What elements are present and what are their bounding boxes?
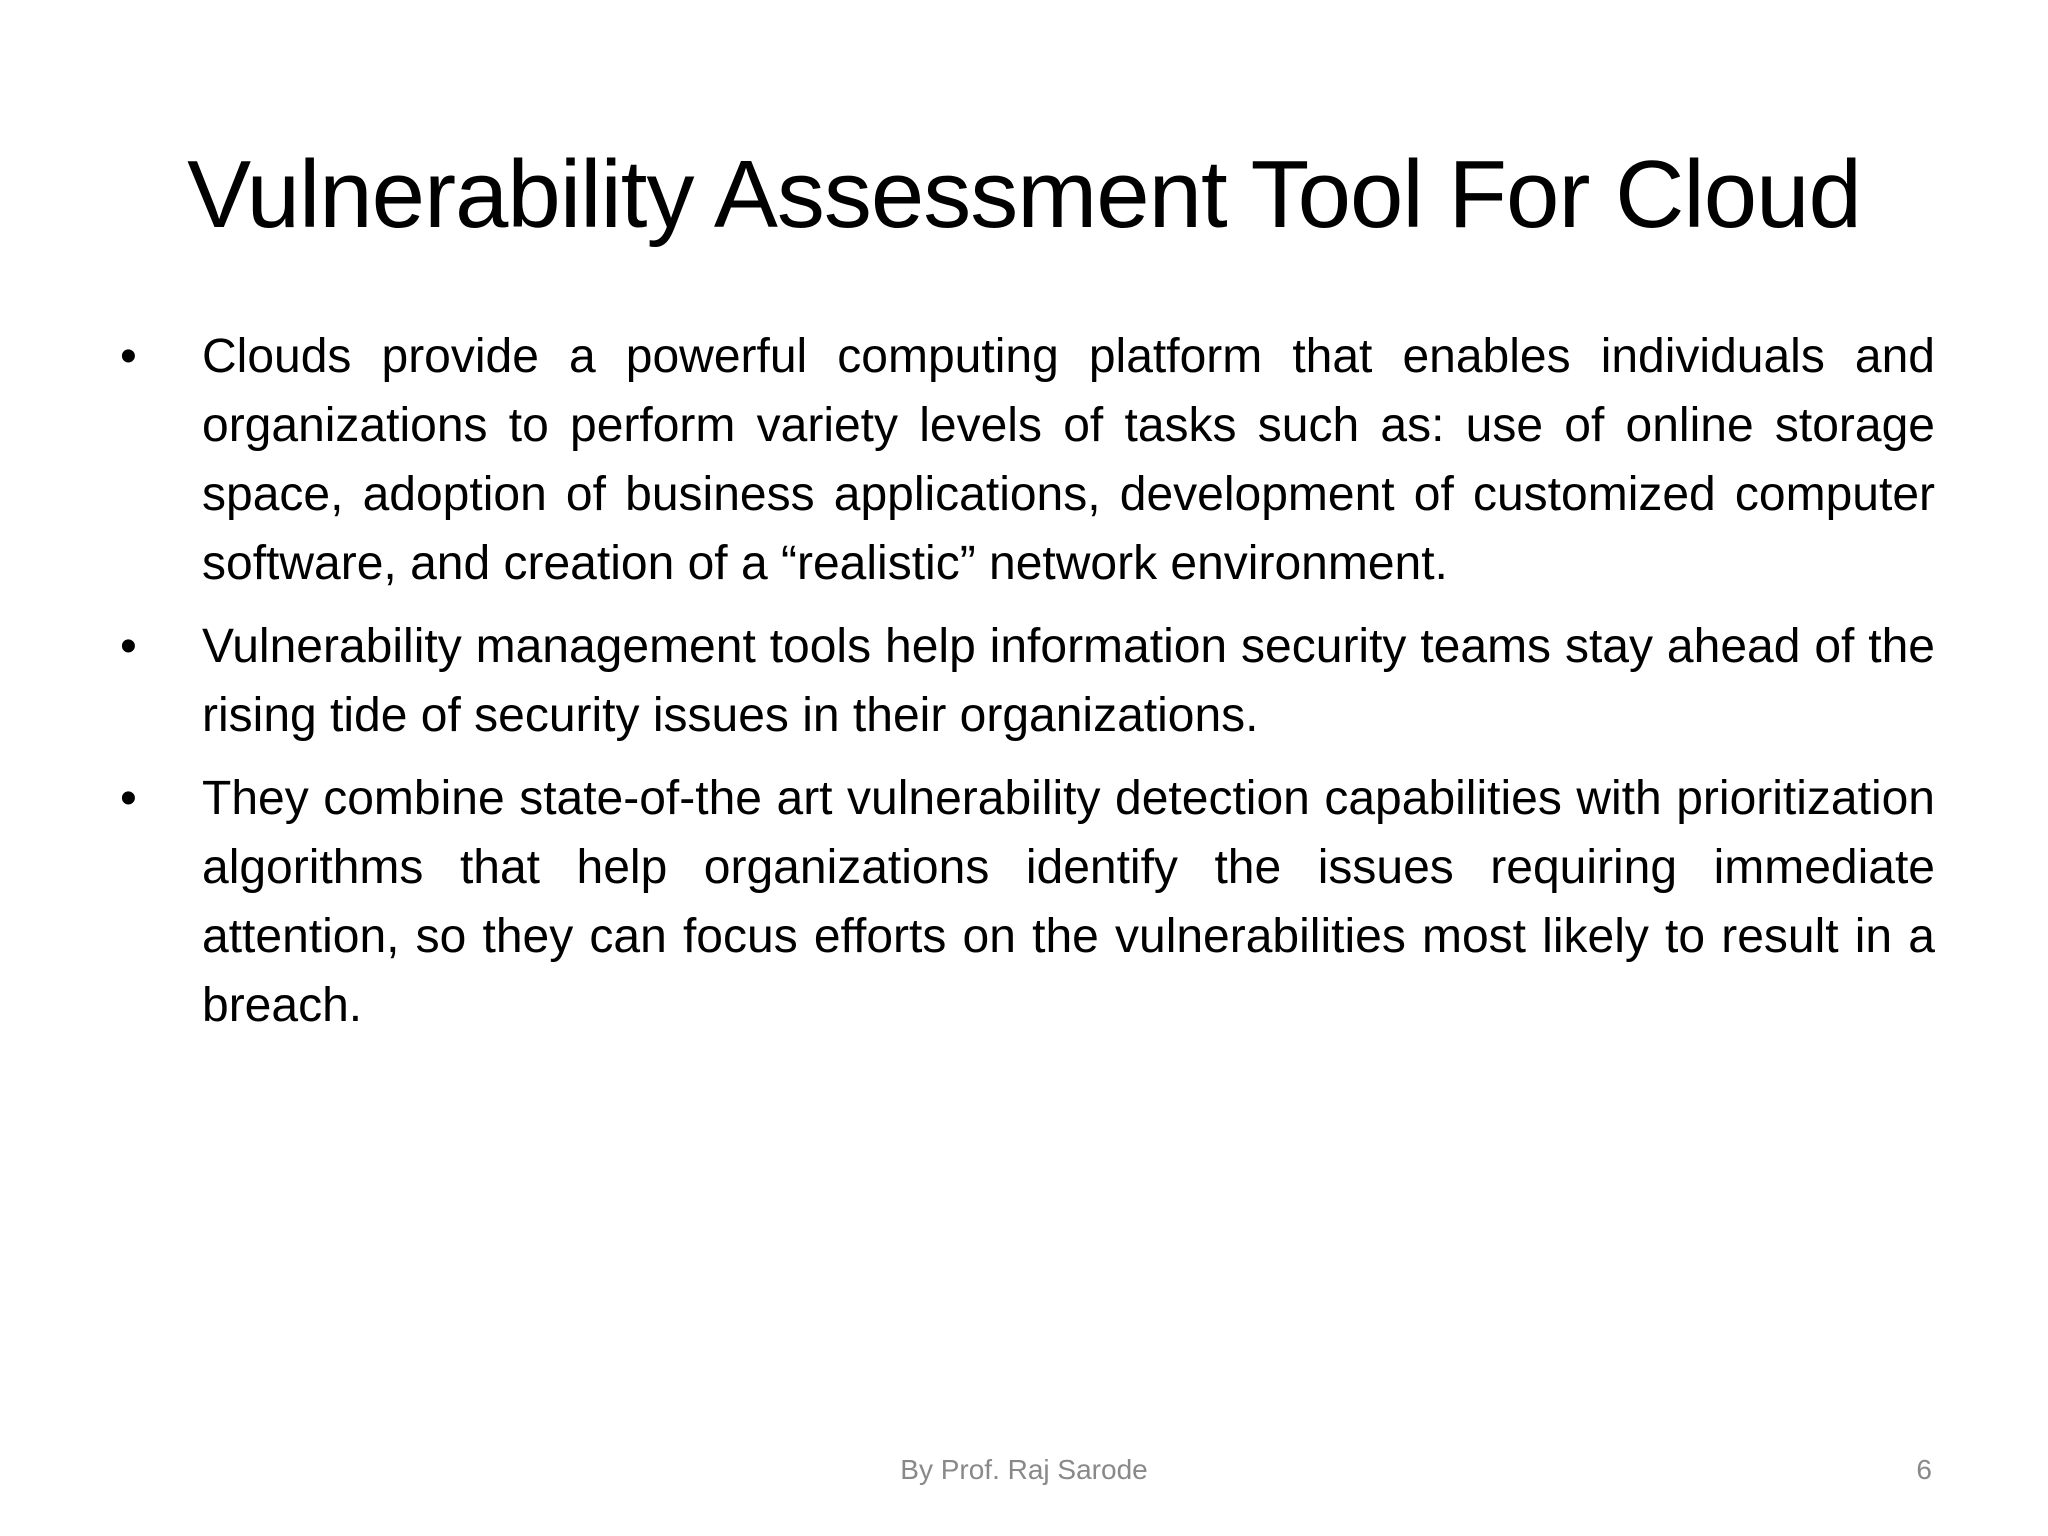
- footer-author: By Prof. Raj Sarode: [900, 1454, 1148, 1485]
- page-number: 6: [1916, 1454, 1932, 1485]
- bullet-text: Vulnerability management tools help information security teams stay ahead of the rising tide of security issues in their organizations.: [202, 620, 1935, 742]
- bullet-list: [120, 322, 1935, 1054]
- bullet-icon: •: [120, 330, 137, 383]
- bullet-icon: •: [120, 772, 137, 825]
- bullet-text: They combine state-of-the art vulnerability detection capabilities with prioritization algorithms that help organizations identify the issues requiring immediate attention, so they can focus efforts on the vulnerabilities most likely to result in a breach.: [202, 772, 1935, 1032]
- bullet-item: [120, 322, 1935, 598]
- slide-title: Vulnerability Assessment Tool For Cloud: [187, 141, 1861, 248]
- bullet-icon: •: [120, 620, 137, 673]
- bullet-item: [120, 764, 1935, 1040]
- bullet-item: [120, 612, 1935, 750]
- bullet-text: Clouds provide a powerful computing platform that enables individuals and organizations to perform variety levels of tasks such as: use of online storage space, adoption of business applications, development of customized computer software, and creation of a “realistic” network environment.: [202, 330, 1935, 590]
